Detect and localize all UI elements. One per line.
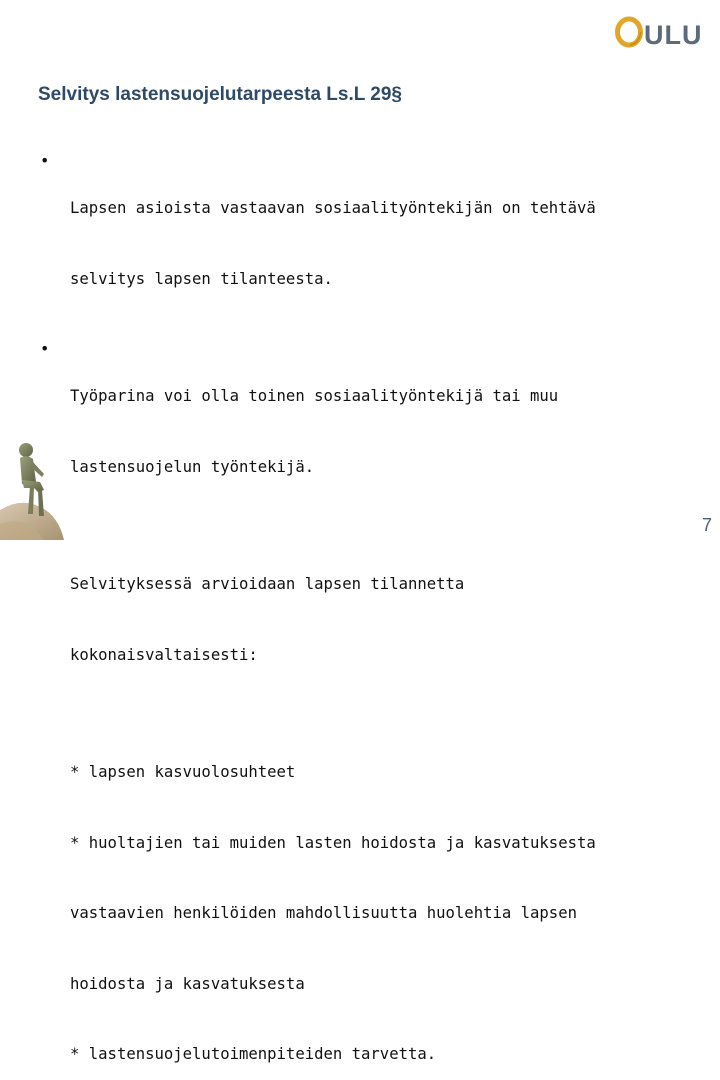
bullet-item [40,526,680,714]
bullet-item [40,338,680,526]
bullet-list [40,150,680,1080]
slide-title: Selvitys lastensuojelutarpeesta Ls.L 29§ [38,84,402,105]
bullet-marker: • [40,152,50,170]
oulu-logo [614,14,708,48]
bullet-marker [40,526,70,714]
bullet-line: lastensuojelun työntekijä. [70,457,315,476]
page-number: 7 [701,515,712,535]
sub-item: vastaavien henkilöiden mahdollisuutta huolehtia lapsen [70,904,577,922]
bullet-marker: • [40,340,50,358]
sub-item: hoidosta ja kasvatuksesta [70,974,305,993]
svg-text:ULU: ULU [644,20,703,48]
bullet-item [40,150,680,338]
sub-list [40,714,680,1080]
bullet-line: selvitys lapsen tilanteesta. [70,269,333,288]
bullet-line: Työparina voi olla toinen sosiaalityöntekijä tai muu [70,387,559,405]
sub-item: * lapsen kasvuolosuhteet [70,763,296,781]
sub-item: * lastensuojelutoimenpiteiden tarvetta. [70,1045,437,1063]
bullet-line: kokonaisvaltaisesti: [70,645,258,664]
sub-item: * huoltajien tai muiden lasten hoidosta ja kasvatuksesta [70,833,596,852]
bullet-line: Lapsen asioista vastaavan sosiaalityöntekijän on tehtävä [70,199,596,217]
bullet-line: Selvityksessä arvioidaan lapsen tilannetta [70,575,465,593]
statue-image [0,440,70,540]
